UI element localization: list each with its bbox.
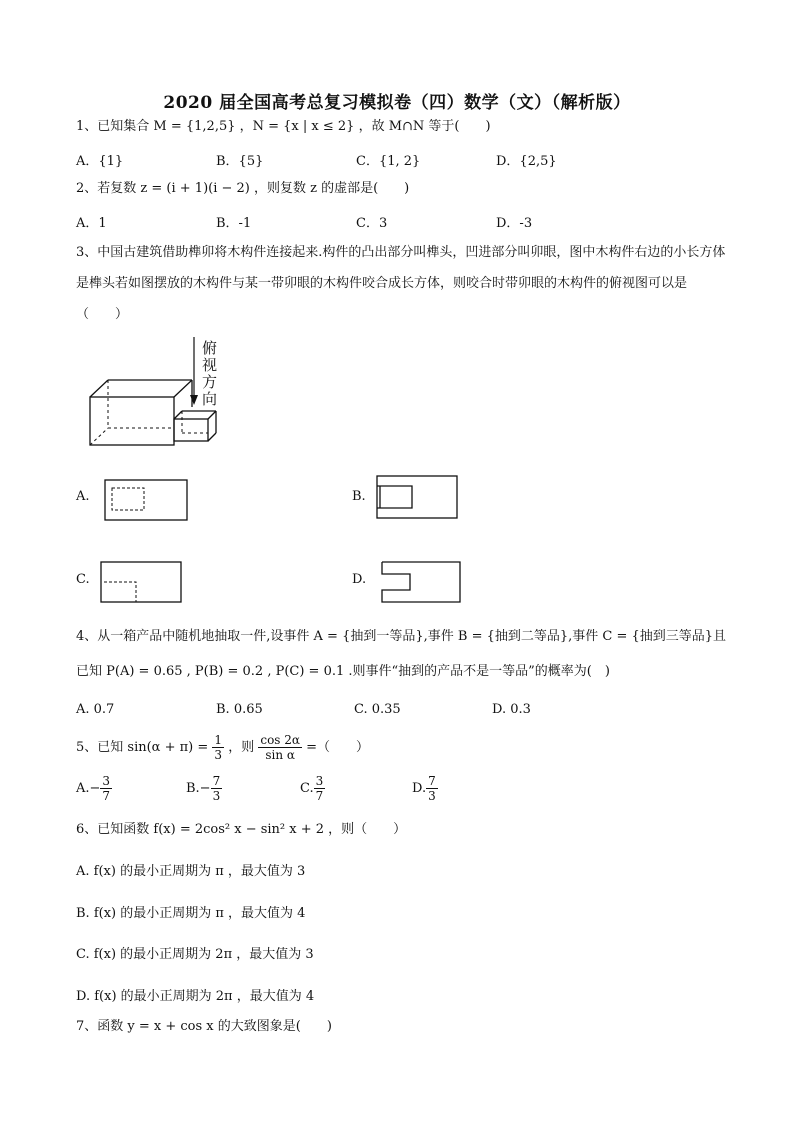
q6-option-a: A. f(x) 的最小正周期为 π ，最大值为 3 bbox=[76, 864, 306, 879]
q4-option-d: D. 0.3 bbox=[492, 702, 531, 717]
q4-option-a: A. 0.7 bbox=[76, 702, 115, 717]
q3-option-d-figure bbox=[378, 560, 464, 606]
q6-option-d: D. f(x) 的最小正周期为 2π ，最大值为 4 bbox=[76, 989, 315, 1004]
q5-option-d: D. $\frac{7}{3}$ bbox=[412, 774, 436, 803]
q3-option-a-label: A. bbox=[76, 489, 90, 504]
tenon-box-front bbox=[174, 419, 208, 441]
q2-option-b: B．-1 bbox=[216, 216, 252, 231]
q3-stem: 3、中国古建筑借助榫卯将木构件连接起来.构件的凸出部分叫榫头，凹进部分叫卯眼，图中木构件右边的小长方体是榫头若如图摆放的木构件与某一带卯眼的木构件咬合成长方体，则咬合时带卯眼的木构件的俯视图可以是（ ） bbox=[76, 245, 726, 322]
q2-stem: 2、若复数 z = (i + 1)(i − 2) ，则复数 z 的虚部是( ) bbox=[76, 181, 410, 196]
q6-option-b: B. f(x) 的最小正周期为 π ，最大值为 4 bbox=[76, 906, 306, 921]
q3-option-d-label: D. bbox=[352, 572, 367, 587]
q4-stem-line2: 已知 P(A) = 0.65 , P(B) = 0.2 , P(C) = 0.1 .则事件“抽到的产品不是一等品”的概率为( ) bbox=[76, 664, 610, 679]
q4-options bbox=[76, 702, 716, 722]
q3-option-a-figure bbox=[104, 478, 190, 524]
q4-stem-line1: 4、从一箱产品中随机地抽取一件,设事件 A = {抽到一等品},事件 B = {抽到二等品},事件 C = {抽到三等品}且 bbox=[76, 629, 727, 644]
q6-option-c: C. f(x) 的最小正周期为 2π ，最大值为 3 bbox=[76, 947, 314, 962]
q2-option-d: D．-3 bbox=[496, 216, 533, 231]
q3-option-b-figure bbox=[376, 474, 462, 522]
q3-option-c-label: C. bbox=[76, 572, 90, 587]
q6-stem: 6、已知函数 f(x) = 2cos² x − sin² x + 2 ，则（ ） bbox=[76, 822, 407, 837]
q2-option-a: A．1 bbox=[76, 216, 107, 231]
big-box-front bbox=[90, 397, 174, 445]
q4-option-c: C. 0.35 bbox=[354, 702, 401, 717]
q1-option-b: B．{5} bbox=[216, 154, 264, 169]
q4-option-b: B. 0.65 bbox=[216, 702, 263, 717]
view-direction-label: 俯 视 方 向 bbox=[202, 339, 218, 408]
q2-option-c: C．3 bbox=[356, 216, 388, 231]
q5-expression-fraction: $\frac{\cos 2\alpha}{\text{sin α}}$ bbox=[260, 733, 300, 762]
q1-stem: 1、已知集合 M = {1,2,5} ，N = {x | x ≤ 2} ，故 M∩N 等于( ) bbox=[76, 119, 491, 134]
q5-option-b: B.− $\frac{7}{3}$ bbox=[186, 774, 221, 803]
q5-stem: 5、已知 sin(α + π) = $\frac{1}{3}$ ，则 $\frac{\cos 2\alpha}{\text{sin α}}$ =（ ） bbox=[76, 733, 370, 762]
q1-option-d: D．{2,5} bbox=[496, 154, 557, 169]
q1-option-a: A．{1} bbox=[76, 154, 124, 169]
q3-wood-figure bbox=[88, 335, 258, 455]
q1-options bbox=[76, 150, 716, 170]
q3-option-c-figure bbox=[100, 560, 186, 606]
q7-stem: 7、函数 y = x + cos x 的大致图象是( ) bbox=[76, 1019, 332, 1034]
q5-option-c: C. $\frac{3}{7}$ bbox=[300, 774, 324, 803]
page-title: 2020 届全国高考总复习模拟卷（四）数学（文）（解析版） bbox=[163, 93, 631, 113]
q1-option-c: C．{1, 2} bbox=[356, 154, 421, 169]
q3-option-b-label: B. bbox=[352, 489, 366, 504]
q5-options bbox=[76, 772, 716, 806]
q2-options bbox=[76, 212, 716, 232]
q5-given-fraction: $\frac{1}{3}$ bbox=[214, 733, 223, 762]
q5-option-a: A.− $\frac{3}{7}$ bbox=[76, 774, 111, 803]
